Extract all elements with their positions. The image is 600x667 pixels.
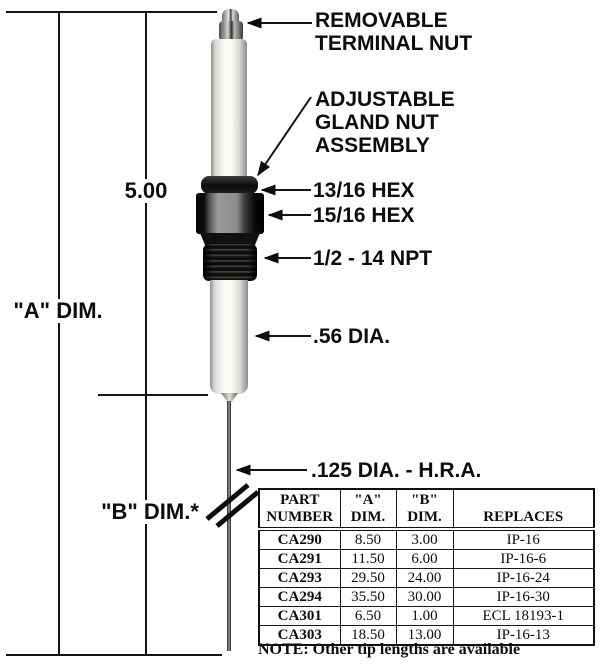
col-header-a-line2: DIM.	[350, 509, 386, 525]
replaces-cell: IP-16	[453, 529, 594, 550]
break-symbol-slash-2	[217, 492, 258, 526]
b-dim-cell: 30.00	[396, 588, 453, 607]
part-number-cell: CA291	[259, 550, 340, 569]
npt-label: 1/2 - 14 NPT	[313, 247, 433, 270]
table-row	[259, 569, 594, 588]
replaces-cell: IP-16-30	[453, 588, 594, 607]
b-dim-cell: 6.00	[396, 550, 453, 569]
b-dim-cell: 3.00	[396, 529, 453, 550]
ceramic-insulator-lower	[210, 280, 248, 394]
gland-nut-ring-13-16	[201, 176, 258, 194]
table-row	[259, 588, 594, 607]
table-row	[259, 550, 594, 569]
gland-nut-label-line3: ASSEMBLY	[315, 134, 430, 157]
col-header-replaces-text: REPLACES	[483, 509, 564, 525]
col-header-replaces	[453, 489, 594, 529]
a-dim-cell: 29.50	[340, 569, 396, 588]
terminal-nut-collar	[219, 21, 243, 41]
spec-table	[258, 488, 595, 646]
table-header-row	[259, 489, 594, 529]
b-dim-cell: 1.00	[396, 607, 453, 626]
part-number-cell: CA290	[259, 529, 340, 550]
table-row	[259, 529, 594, 550]
a-dim-cell: 8.50	[340, 529, 396, 550]
replaces-cell: IP-16-6	[453, 550, 594, 569]
terminal-nut-label-line2: TERMINAL NUT	[315, 32, 473, 55]
table-row	[259, 607, 594, 626]
hex-15-16-label: 15/16 HEX	[313, 204, 415, 227]
col-header-a-dim	[340, 489, 396, 529]
replaces-cell: IP-16-13	[453, 626, 594, 646]
col-header-part-number	[259, 489, 340, 529]
part-number-cell: CA303	[259, 626, 340, 646]
b-dim-cell: 13.00	[396, 626, 453, 646]
a-dim-cell: 11.50	[340, 550, 396, 569]
b-dim-cell: 24.00	[396, 569, 453, 588]
insulator-length-dim: 5.00	[121, 179, 172, 203]
terminal-nut-label-line1: REMOVABLE	[315, 9, 448, 32]
part-number-cell: CA294	[259, 588, 340, 607]
spec-table-container	[258, 488, 595, 646]
a-dim-cell: 18.50	[340, 626, 396, 646]
terminal-nut-label	[315, 9, 472, 55]
tip-dia-label: .125 DIA. - H.R.A.	[311, 459, 482, 482]
hex-body-15-16	[196, 193, 264, 234]
col-header-part-line2: NUMBER	[266, 509, 334, 525]
gland-nut-leader-arrow	[258, 97, 311, 175]
col-header-b-dim	[396, 489, 453, 529]
replaces-cell: IP-16-24	[453, 569, 594, 588]
body-dia-label: .56 DIA.	[313, 325, 391, 348]
hex-13-16-label: 13/16 HEX	[313, 179, 415, 202]
col-header-b-line1: "B"	[411, 492, 438, 508]
tip-length-note: NOTE: Other tip lengths are available	[258, 641, 521, 658]
col-header-part-line1: PART	[280, 492, 320, 508]
part-number-cell: CA301	[259, 607, 340, 626]
npt-threads	[203, 244, 257, 281]
part-number-cell: CA293	[259, 569, 340, 588]
gland-nut-label-line2: GLAND NUT	[315, 111, 439, 134]
a-dim-cell: 35.50	[340, 588, 396, 607]
col-header-b-line2: DIM.	[407, 509, 442, 525]
gland-nut-label-line1: ADJUSTABLE	[315, 88, 455, 111]
replaces-cell: ECL 18193-1	[453, 607, 594, 626]
a-dim-label: "A" DIM.	[9, 299, 106, 323]
col-header-a-line1: "A"	[354, 492, 382, 508]
b-dim-label: "B" DIM.*	[97, 500, 203, 524]
ceramic-insulator-upper	[211, 39, 247, 183]
electrode-rod	[227, 401, 231, 651]
gland-nut-label	[315, 88, 455, 157]
a-dim-cell: 6.50	[340, 607, 396, 626]
